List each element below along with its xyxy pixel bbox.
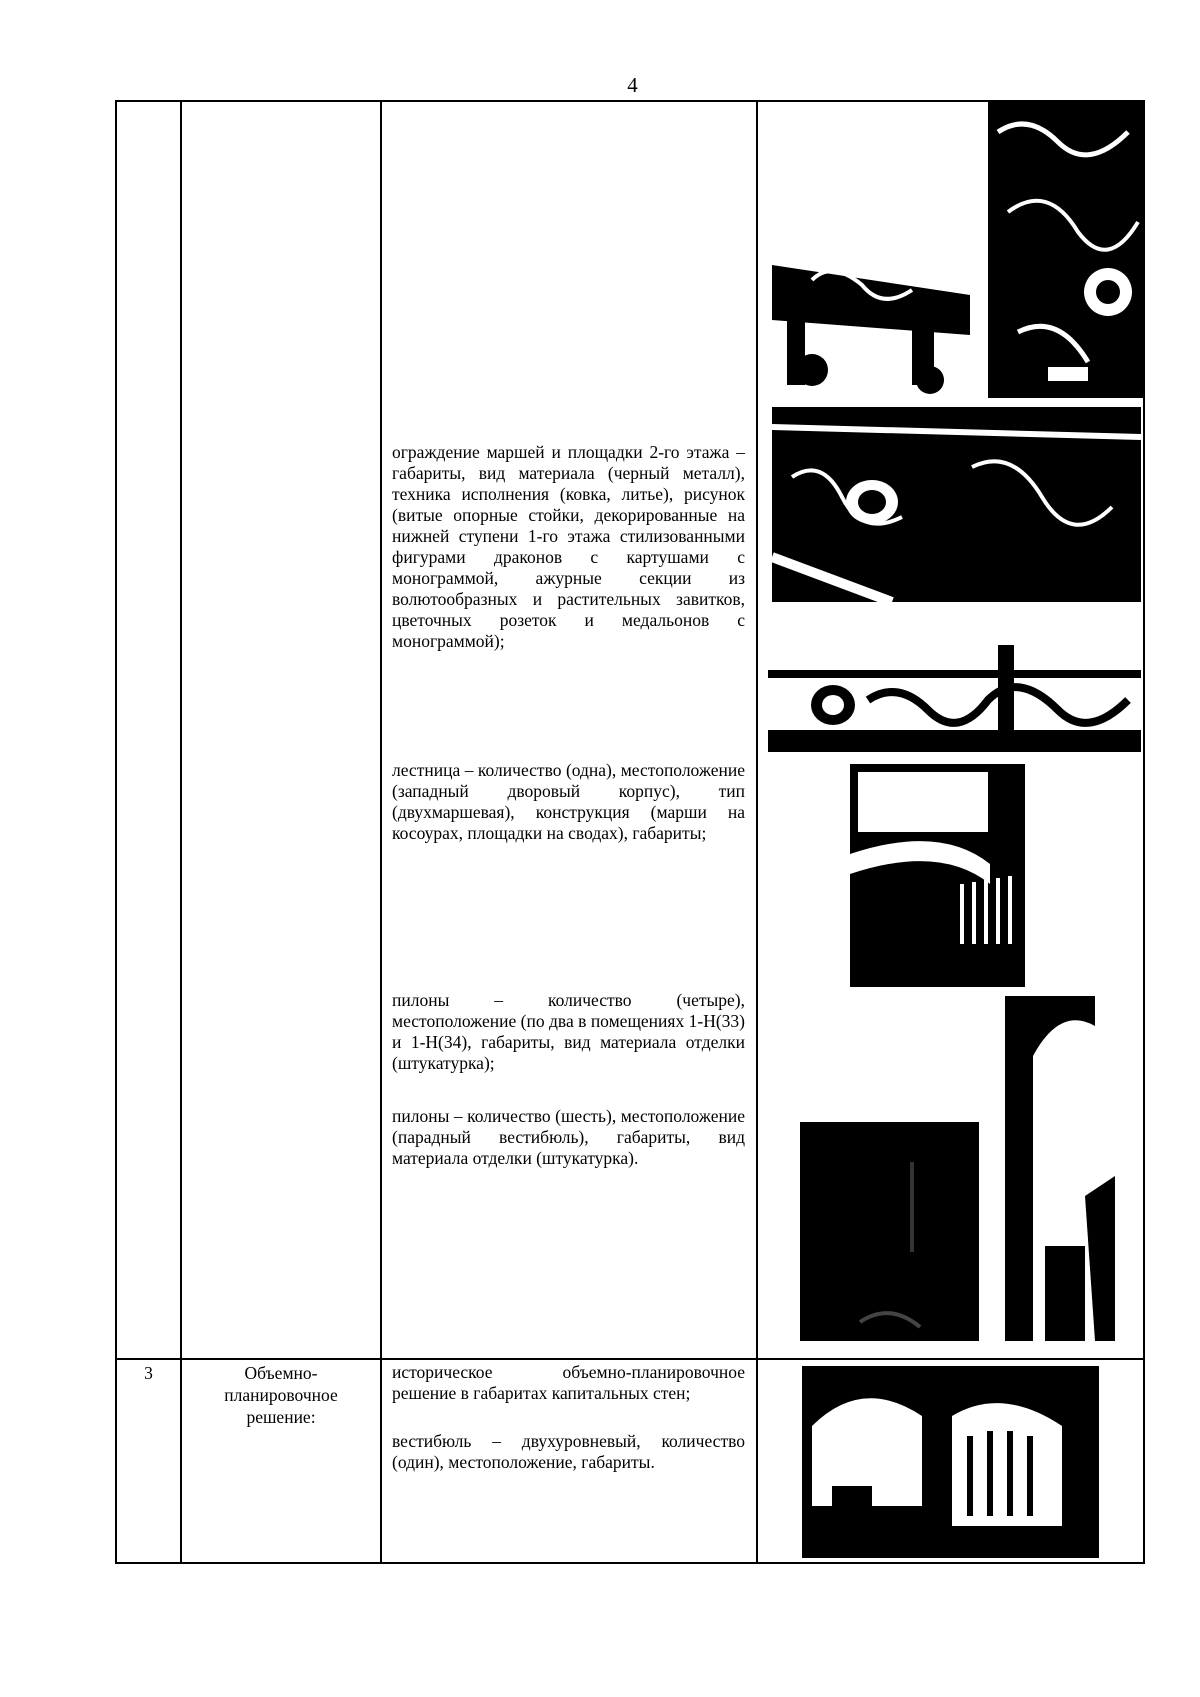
- photo-pylons-hall: [800, 1122, 979, 1341]
- column-border: [115, 100, 117, 1564]
- photo-railing-section: [768, 640, 1141, 752]
- paragraph-staircase: лестница – количество (одна), местоположение (западный дворовый корпус), тип (двухмаршевая), конструкция (марши на косоурах, площадки на сводах), габариты;: [392, 760, 745, 843]
- column-border: [180, 100, 182, 1564]
- paragraph-vestibule: вестибюль – двухуровневый, количество (один), местоположение, габариты.: [392, 1431, 745, 1472]
- row-number: 3: [144, 1363, 153, 1383]
- photo-staircase: [850, 764, 1025, 987]
- page-number: 4: [627, 73, 638, 97]
- column-border: [756, 100, 758, 1564]
- photo-vestibule: [802, 1366, 1099, 1558]
- paragraph-pylons-four: пилоны – количество (четыре), местоположение (по два в помещениях 1-Н(33) и 1-Н(34), габариты, вид материала отделки (штукатурка);: [392, 990, 745, 1073]
- protected-items-table: [115, 100, 1145, 1564]
- table-bottom-border: [115, 1562, 1145, 1564]
- photo-railing-balusters: [772, 407, 1141, 602]
- column-border: [380, 100, 382, 1564]
- photo-railing-dragon-post: [772, 240, 970, 395]
- paragraph-railing: ограждение маршей и площадки 2-го этажа – габариты, вид материала (черный металл), техника исполнения (ковка, литье), рисунок (витые опорные стойки, декорированные на нижней ступени 1-го этажа стилизованными фигурами драконов с картушами с монограммой, ажурные секции из волютообразных и растительных завитков, цветочных розеток и медальонов с монограммой);: [392, 442, 745, 651]
- row-title: Объемно-планировочное решение:: [224, 1363, 338, 1427]
- photo-pylons-arch: [1005, 996, 1115, 1341]
- paragraph-historic-layout: историческое объемно-планировочное решение в габаритах капитальных стен;: [392, 1362, 745, 1403]
- row-divider: [115, 1358, 1145, 1360]
- column-border: [1143, 100, 1145, 1564]
- photo-railing-monogram: [988, 102, 1143, 398]
- paragraph-pylons-six: пилоны – количество (шесть), местоположение (парадный вестибюль), габариты, вид материала отделки (штукатурка).: [392, 1106, 745, 1168]
